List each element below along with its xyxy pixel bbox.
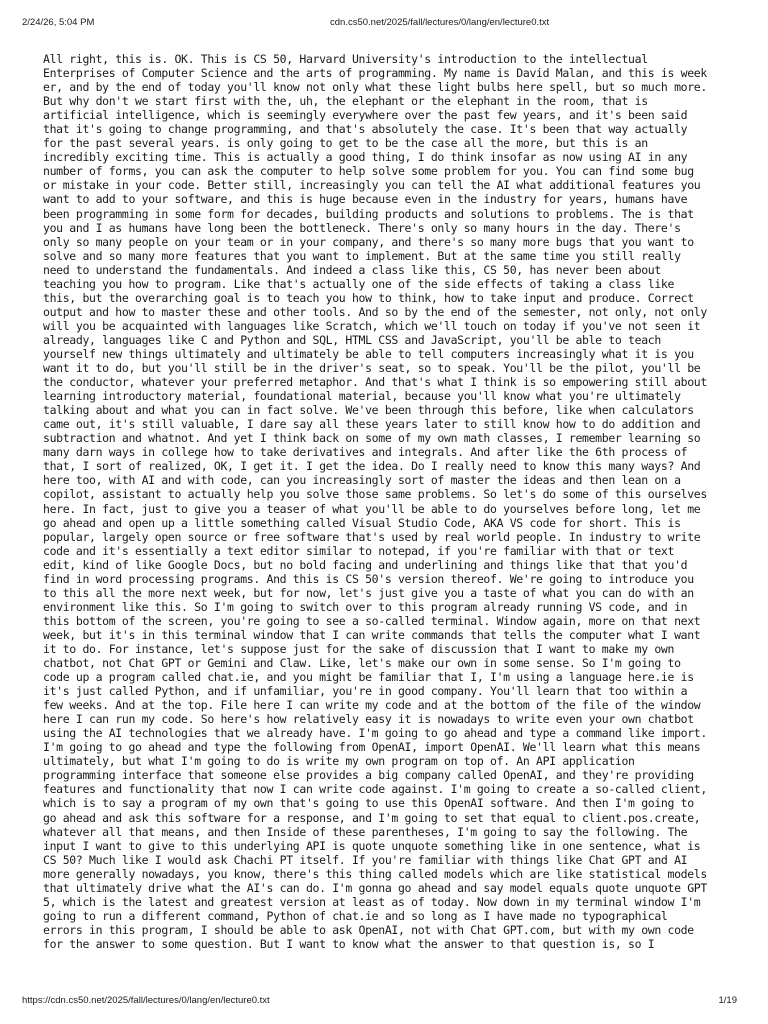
print-page-url-footer: https://cdn.cs50.net/2025/fall/lectures/0/lang/en/lecture0.txt xyxy=(22,995,270,1006)
transcript-line: want it to do, but you'll still be in the driver's seat, so to speak. You'll be the pilot, you'll be xyxy=(43,361,701,376)
transcript-line: for the answer to some question. But I want to know what the answer to that question is, so I xyxy=(43,936,655,951)
transcript-line: talking about and what you can in fact solve. We've been through this before, like when calculators xyxy=(43,403,694,418)
transcript-line: you and I as humans have long been the bottleneck. There's only so many hours in the day. There's xyxy=(43,220,681,235)
transcript-line: this, but the overarching goal is to teach you how to think, how to take input and produce. Correct xyxy=(43,290,694,305)
transcript-line: er, and by the end of today you'll know not only what these light bulbs here spell, but so much more. xyxy=(43,80,707,95)
transcript-line: CS 50? Much like I would ask Chachi PT itself. If you're familiar with things like Chat GPT and AI xyxy=(43,852,688,867)
transcript-line: which is to say a program of my own that's going to use this OpenAI software. And then I'm going to xyxy=(43,796,694,811)
transcript-line: solve and so many more features that you want to implement. But at the same time you still really xyxy=(43,248,681,263)
transcript-line: copilot, assistant to actually help you solve those same problems. So let's do some of this ourselves xyxy=(43,487,707,502)
transcript-line: that it's going to change programming, and that's absolutely the case. It's been that way actually xyxy=(43,122,688,137)
transcript-line: teaching you how to program. Like that's actually one of the side effects of taking a class like xyxy=(43,276,675,291)
transcript-line: only so many people on your team or in your company, and there's so many more bugs that you want to xyxy=(43,234,694,249)
transcript-line: using the AI technologies that we already have. I'm going to go ahead and type a command like import. xyxy=(43,726,707,741)
transcript-line: find in word processing programs. And this is CS 50's version thereof. We're going to introduce you xyxy=(43,571,694,586)
transcript-line: go ahead and ask this software for a response, and I'm going to set that equal to client.pos.create, xyxy=(43,810,701,825)
transcript-line: environment like this. So I'm going to switch over to this program already running VS code, and in xyxy=(43,599,688,614)
transcript-line: it to do. For instance, let's suppose just for the sake of discussion that I want to make my own xyxy=(43,641,675,656)
transcript-line: chatbot, not Chat GPT or Gemini and Claw. Like, let's make our own in some sense. So I'm going to xyxy=(43,656,681,671)
page-indicator: 1/19 xyxy=(718,995,737,1006)
transcript-line: edit, kind of like Google Docs, but no bold facing and underlining and things like that that you'd xyxy=(43,557,688,572)
transcript-line: learning introductory material, foundational material, because you'll know what you're ultimately xyxy=(43,389,681,404)
transcript-line: go ahead and open up a little something called Visual Studio Code, AKA VS code for short. This is xyxy=(43,515,681,530)
transcript-line: already, languages like C and Python and SQL, HTML CSS and JavaScript, you'll be able to teach xyxy=(43,332,661,347)
transcript-line: output and how to master these and other tools. And so by the end of the semester, not only, not only xyxy=(43,304,707,319)
transcript-line: week, but it's in this terminal window that I can write commands that tells the computer what I want xyxy=(43,627,701,642)
transcript-line: features and functionality that now I can write code against. I'm going to create a so-called client, xyxy=(43,782,707,797)
transcript-line: code up a program called chat.ie, and you might be familiar that I, I'm using a language here.ie is xyxy=(43,670,694,685)
transcript-line: number of forms, you can ask the computer to help solve some problem for you. You can find some bug xyxy=(43,164,694,179)
transcript-line: this bottom of the screen, you're going to see a so-called terminal. Window again, more on that next xyxy=(43,613,701,628)
transcript-line: to this all the more next week, but for now, let's just give you a taste of what you can do with an xyxy=(43,585,694,600)
transcript-line: going to run a different command, Python of chat.ie and so long as I have made no typographical xyxy=(43,908,668,923)
transcript-line: Enterprises of Computer Science and the arts of programming. My name is David Malan, and this is week xyxy=(43,66,707,81)
transcript-line: for the past several years. is only going to get to be the case all the more, but this is an xyxy=(43,136,648,151)
transcript-line: came out, it's still valuable, I dare say all these years later to still know how to do addition and xyxy=(43,417,701,432)
transcript-line: many darn ways in college how to take derivatives and integrals. And after like the 6th process of xyxy=(43,445,688,460)
transcript-line: I'm going to go ahead and type the following from OpenAI, import OpenAI. We'll learn what this means xyxy=(43,740,701,755)
transcript-line: will you be acquainted with languages like Scratch, which we'll touch on today if you've not seen it xyxy=(43,318,701,333)
transcript-line: here I can run my code. So here's how relatively easy it is nowadays to write even your own chatbot xyxy=(43,712,694,727)
transcript-line: whatever all that means, and then Inside of these parentheses, I'm going to say the following. The xyxy=(43,824,688,839)
transcript-line: that ultimately drive what the AI's can do. I'm gonna go ahead and say model equals quote unquote GPT xyxy=(43,880,707,895)
transcript-line: popular, largely open source or free software that's used by real world people. In industry to write xyxy=(43,529,701,544)
transcript-line: incredibly exciting time. This is actually a good thing, I do think insofar as now using AI in any xyxy=(43,150,688,165)
transcript-line: need to understand the fundamentals. And indeed a class like this, CS 50, has never been about xyxy=(43,262,661,277)
transcript-line: it's just called Python, and if unfamiliar, you're in good company. You'll learn that too within a xyxy=(43,684,688,699)
transcript-line: errors in this program, I should be able to ask OpenAI, not with Chat GPT.com, but with my own code xyxy=(43,922,694,937)
print-date-time: 2/24/26, 5:04 PM xyxy=(22,17,95,28)
transcript-line: yourself new things ultimately and ultimately be able to tell computers increasingly what it is you xyxy=(43,346,694,361)
transcript-line: 5, which is the latest and greatest version at least as of today. Now down in my terminal window I'm xyxy=(43,894,701,909)
transcript-line: here. In fact, just to give you a teaser of what you'll be able to do yourselves before long, let me xyxy=(43,501,701,516)
transcript-line: want to add to your software, and this is huge because even in the industry for years, humans have xyxy=(43,192,688,207)
transcript-line: code and it's essentially a text editor similar to notepad, if you're familiar with that or text xyxy=(43,543,675,558)
transcript-line: here too, with AI and with code, can you increasingly sort of master the ideas and then lean on a xyxy=(43,473,681,488)
transcript-line: the conductor, whatever your preferred metaphor. And that's what I think is so empowering still about xyxy=(43,375,707,390)
transcript-line: that, I sort of realized, OK, I get it. I get the idea. Do I really need to know this many ways? And xyxy=(43,459,701,474)
transcript-line: or mistake in your code. Better still, increasingly you can tell the AI what additional features you xyxy=(43,178,701,193)
print-page-url-header: cdn.cs50.net/2025/fall/lectures/0/lang/en/lecture0.txt xyxy=(330,17,550,28)
transcript-line: All right, this is. OK. This is CS 50, Harvard University's introduction to the intellectual xyxy=(43,52,648,66)
transcript-line: programming interface that someone else provides a big company called OpenAI, and they're providing xyxy=(43,768,694,783)
transcript-line: artificial intelligence, which is seemingly everywhere over the past few years, and it's been said xyxy=(43,108,688,123)
transcript-line: been programming in some form for decades, building products and solutions to problems. The is that xyxy=(43,206,694,221)
transcript-line: subtraction and whatnot. And yet I think back on some of my own math classes, I remember learning so xyxy=(43,431,701,446)
transcript-line: more generally nowadays, you know, there's this thing called models which are like statistical models xyxy=(43,866,707,881)
lecture-transcript-text xyxy=(43,52,743,951)
transcript-line: But why don't we start first with the, uh, the elephant or the elephant in the room, that is xyxy=(43,94,648,109)
transcript-line: input I want to give to this underlying API is quote unquote something like in one sentence, what is xyxy=(43,838,701,853)
transcript-line: few weeks. And at the top. File here I can write my code and at the bottom of the file of the window xyxy=(43,698,701,713)
transcript-line: ultimately, but what I'm going to do is write my own program on top of. An API application xyxy=(43,754,635,769)
